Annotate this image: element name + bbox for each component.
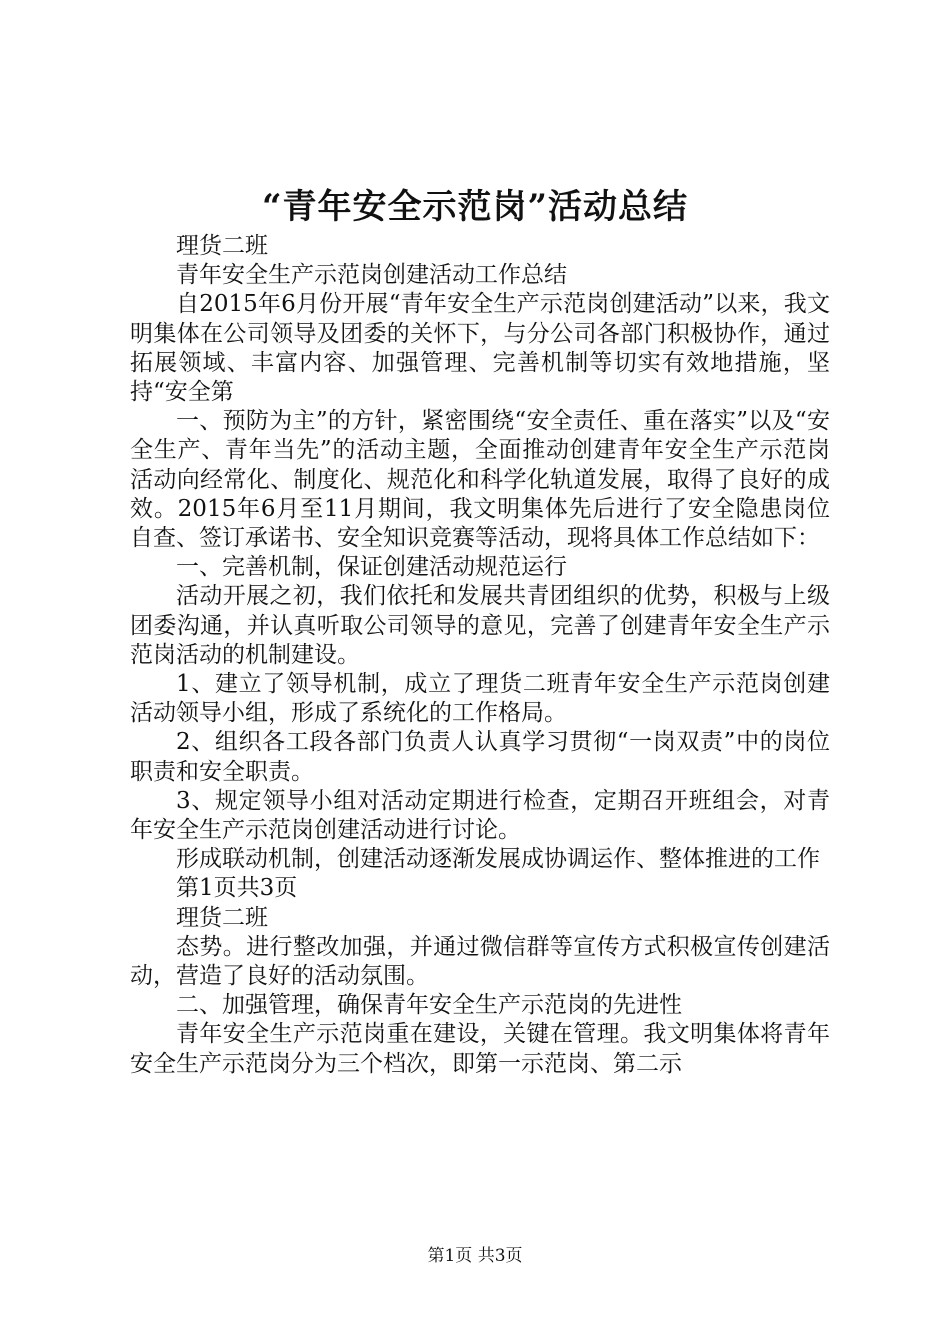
paragraph-item-1: 1、建立了领导机制，成立了理货二班青年安全生产示范岗创建活动领导小组，形成了系统化的工作格局。 [130, 671, 830, 727]
paragraph-policy: 一、预防为主”的方针，紧密围绕“安全责任、重在落实”以及“安全生产、青年当先”的活动主题，全面推动创建青年安全生产示范岗活动向经常化、制度化、规范化和科学化轨道发展，取得了良好的成效。2015年6月至11月期间，我文明集体先后进行了安全隐患岗位自查、签订承诺书、安全知识竞赛等活动，现将具体工作总结如下： [130, 408, 830, 552]
paragraph-intro: 自2015年6月份开展“青年安全生产示范岗创建活动”以来，我文明集体在公司领导及团委的关怀下，与分公司各部门积极协作，通过拓展领域、丰富内容、加强管理、完善机制等切实有效地措施，坚持“安全第 [130, 291, 830, 406]
document-body [130, 232, 830, 1079]
paragraph-team-name-repeat: 理货二班 [176, 904, 268, 931]
paragraph-team-name: 理货二班 [176, 233, 268, 259]
paragraph-item-2: 2、组织各工段各部门负责人认真学习贯彻“一岗双责”中的岗位职责和安全职责。 [130, 729, 830, 785]
page-footer: 第1页 共3页 [427, 1246, 523, 1266]
paragraph-linkage: 形成联动机制，创建活动逐渐发展成协调运作、整体推进的工作 [176, 846, 820, 873]
document-title: “青年安全示范岗”活动总结 [261, 187, 689, 227]
section-heading-2: 二、加强管理，确保青年安全生产示范岗的先进性 [176, 992, 682, 1019]
paragraph-section-1: 活动开展之初，我们依托和发展共青团组织的优势，积极与上级团委沟通，并认真听取公司领导的意见，完善了创建青年安全生产示范岗活动的机制建设。 [130, 583, 830, 668]
paragraph-section-2: 青年安全生产示范岗重在建设，关键在管理。我文明集体将青年安全生产示范岗分为三个档次，即第一示范岗、第二示 [130, 1021, 830, 1077]
paragraph-situation: 态势。进行整改加强，并通过微信群等宣传方式积极宣传创建活动，营造了良好的活动氛围。 [130, 933, 830, 990]
paragraph-subtitle: 青年安全生产示范岗创建活动工作总结 [176, 262, 567, 289]
section-heading-1: 一、完善机制，保证创建活动规范运行 [176, 554, 567, 581]
inline-page-marker: 第1页共3页 [176, 875, 298, 902]
paragraph-item-3: 3、规定领导小组对活动定期进行检查，定期召开班组会，对青年安全生产示范岗创建活动进行讨论。 [130, 787, 830, 844]
